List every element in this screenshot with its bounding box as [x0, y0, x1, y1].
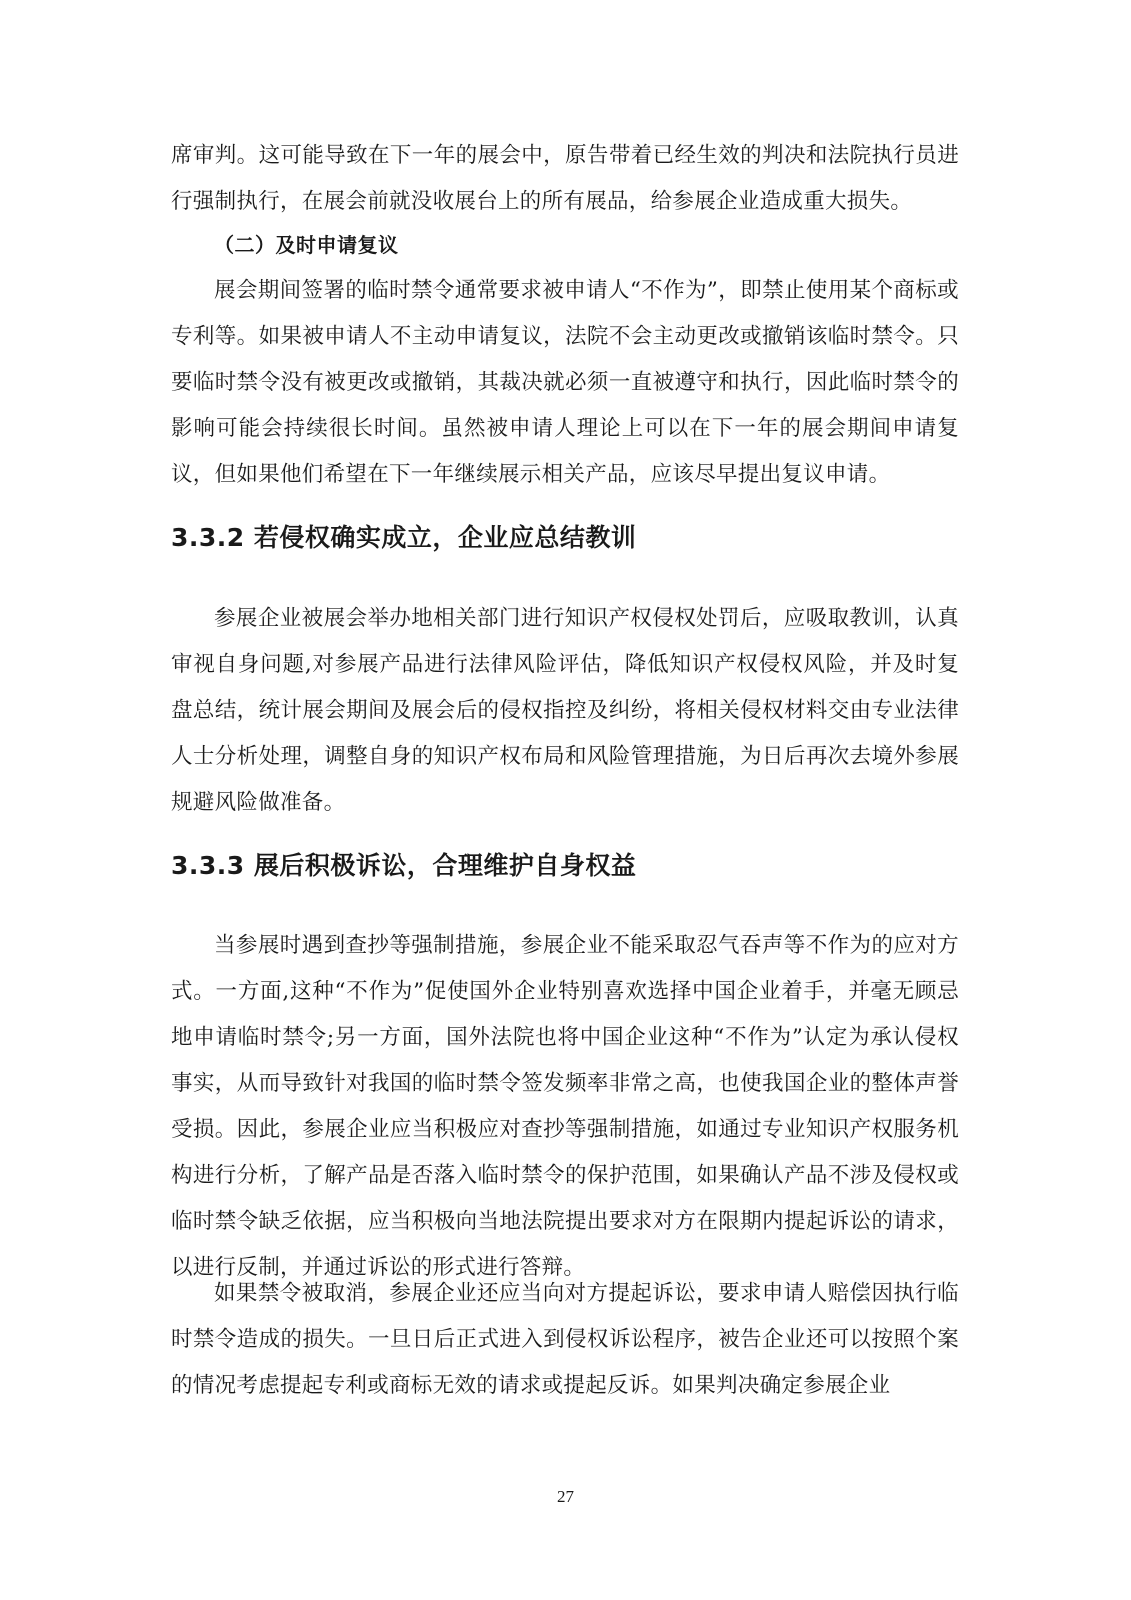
section-heading-3-3-2: 3.3.2 若侵权确实成立，企业应总结教训: [171, 523, 637, 552]
paragraph-text: 参展企业被展会举办地相关部门进行知识产权侵权处罚后，应吸取教训，认真审视自身问题,对参展产品进行法律风险评估，降低知识产权侵权风险，并及时复盘总结，统计展会期间及展会后的侵权指控及纠纷，将相关侵权材料交由专业法律人士分析处理，调整自身的知识产权布局和风险管理措施，为日后再次去境外参展规避风险做准备。: [171, 606, 959, 815]
paragraph-text: 展会期间签署的临时禁令通常要求被申请人“不作为”，即禁止使用某个商标或专利等。如果被申请人不主动申请复议，法院不会主动更改或撤销该临时禁令。只要临时禁令没有被更改或撤销，其裁决就必须一直被遵守和执行，因此临时禁令的影响可能会持续很长时间。虽然被申请人理论上可以在下一年的展会期间申请复议，但如果他们希望在下一年继续展示相关产品，应该尽早提出复议申请。: [171, 278, 959, 487]
paragraph-text: 席审判。这可能导致在下一年的展会中，原告带着已经生效的判决和法院执行员进行强制执行，在展会前就没收展台上的所有展品，给参展企业造成重大损失。: [171, 143, 959, 214]
paragraph-lesson: [171, 596, 959, 826]
paragraph-review: [171, 268, 959, 498]
subheading-timely-review: （二）及时申请复议: [214, 233, 399, 257]
paragraph-text: 如果禁令被取消，参展企业还应当向对方提起诉讼，要求申请人赔偿因执行临时禁令造成的损失。一旦日后正式进入到侵权诉讼程序，被告企业还可以按照个案的情况考虑提起专利或商标无效的请求或提起反诉。如果判决确定参展企业: [171, 1281, 959, 1398]
paragraph-counter-suit: [171, 1271, 959, 1409]
page-number: 27: [557, 1487, 574, 1506]
paragraph-litigation: [171, 923, 959, 1291]
section-heading-3-3-3: 3.3.3 展后积极诉讼，合理维护自身权益: [171, 851, 637, 880]
paragraph-text: 当参展时遇到查抄等强制措施，参展企业不能采取忍气吞声等不作为的应对方式。一方面,这种“不作为”促使国外企业特别喜欢选择中国企业着手，并毫无顾忌地申请临时禁令;另一方面，国外法院也将中国企业这种“不作为”认定为承认侵权事实，从而导致针对我国的临时禁令签发频率非常之高，也使我国企业的整体声誉受损。因此，参展企业应当积极应对查抄等强制措施，如通过专业知识产权服务机构进行分析，了解产品是否落入临时禁令的保护范围，如果确认产品不涉及侵权或临时禁令缺乏依据，应当积极向当地法院提出要求对方在限期内提起诉讼的请求，以进行反制，并通过诉讼的形式进行答辩。: [171, 933, 959, 1280]
paragraph-intro-continuation: [171, 133, 959, 225]
